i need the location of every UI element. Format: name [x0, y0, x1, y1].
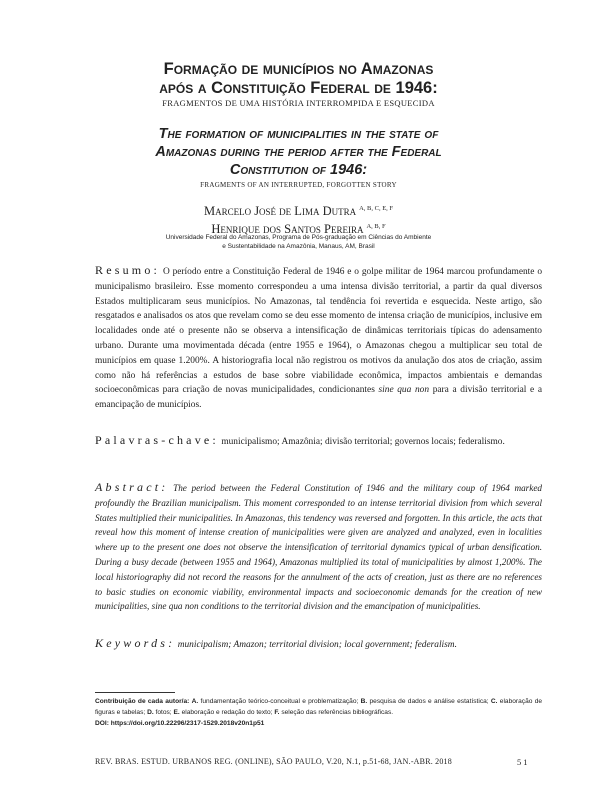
- contribution-key: D.: [147, 708, 154, 716]
- article-title-english: [60, 125, 537, 179]
- author-1: [60, 201, 537, 219]
- abstract-section: [95, 480, 542, 614]
- contribution-line: [95, 697, 542, 719]
- contribution-text: seleção das referências bibliográficas.: [281, 708, 394, 716]
- contribution-key: E.: [173, 708, 180, 716]
- contribution-text: elaboração e redação do texto;: [181, 708, 273, 716]
- resumo-emphasis: sine qua non: [378, 385, 430, 396]
- author-list: [60, 201, 537, 237]
- contribution-key: F.: [274, 708, 280, 716]
- title-pt-line-2: após a Constituição Federal de 1946:: [159, 79, 438, 97]
- contribution-text: pesquisa de dados e análise estatística;: [369, 698, 489, 705]
- page-number: 51: [517, 757, 530, 767]
- journal-citation-footer: REV. BRAS. ESTUD. URBANOS REG. (ONLINE), SÃO PAULO, V.20, N.1, p.51-68, JAN.-ABR. 2018: [95, 757, 452, 766]
- contribution-text: fotos;: [155, 708, 172, 716]
- author-contribution-note: [95, 697, 542, 729]
- author-name: Marcelo José de Lima Dutra: [203, 204, 357, 218]
- contribution-text: fundamentação teórico-conceitual e problematização;: [200, 698, 359, 705]
- contribution-key: B.: [360, 698, 368, 705]
- resumo-section: [95, 263, 542, 413]
- author-roles: A, B, F: [366, 223, 386, 230]
- title-en-line-3: Constitution of 1946:: [229, 162, 368, 178]
- article-subtitle-english: FRAGMENTS OF AN INTERRUPTED, FORGOTTEN STORY: [200, 181, 397, 189]
- article-subtitle-portuguese: FRAGMENTOS DE UMA HISTÓRIA INTERROMPIDA E ESQUECIDA: [162, 98, 435, 108]
- palavras-chave-label: Palavras-chave:: [95, 433, 219, 447]
- footnote-divider: [95, 692, 175, 693]
- author-roles: A, B, C, E, F: [359, 205, 394, 212]
- title-en-line-2: Amazonas during the period after the Federal: [155, 144, 442, 160]
- resumo-label: Resumo:: [95, 263, 161, 277]
- abstract-label: Abstract:: [95, 480, 169, 494]
- author-affiliation: [60, 233, 537, 251]
- contribution-text: elaboração de figuras e tabelas;: [95, 698, 543, 716]
- keywords-label: Keywords:: [95, 636, 176, 650]
- article-title-portuguese: [60, 60, 537, 98]
- palavras-chave-section: [95, 433, 542, 450]
- contribution-label: Contribuição de cada autor/a:: [95, 698, 190, 705]
- title-pt-line-1: Formação de municípios no Amazonas: [163, 60, 434, 78]
- palavras-chave-text: municipalismo; Amazônia; divisão territorial; governos locais; federalismo.: [221, 437, 505, 447]
- resumo-text: O período entre a Constituição Federal de 1946 e o golpe militar de 1964 marcou profundamente o municipalismo brasileiro. Esse momento correspondeu a uma intensa divisão territorial, a partir da qual diversos Estados multiplicaram seus municípios. No Amazonas, tal tendência foi revertida e esquecida. Neste artigo, são resgatados e analisados os atos que revelam como se deu esse momento de intensa criação de municípios, inclusive em localidades onde até o presente não se observa a intensificação de dinâmicas territoriais típicas do adensamento urbano. Durante uma movimentada década (entre 1955 e 1964), o Amazonas chegou a multiplicar seu total de municípios em quase 1.200%. A historiografia local não registrou os motivos da anulação dos atos de criação, assim como não há referências a estudos de base sobre viabilidade econômica, impactos ambientais e demandas socioeconômicas para criação de novas municipalidades, condicionantes: [95, 267, 543, 396]
- abstract-text: The period between the Federal Constitution of 1946 and the military coup of 1964 marked profoundly the Brazilian municipalism. This moment corresponded to an intense territorial division from which several States multiplied their municipalities. In Amazonas, this tendency was reversed and forgotten. In this article, the acts that reveal how this moment of intense creation of municipalities were given are analyzed and analyzed, even in localities where up to the present one does not observe the intensification of territorial dynamics typical of urban densification. During a busy decade (between 1955 and 1964), Amazonas multiplied its total of municipalities by almost 1,200%. The local historiography did not record the reasons for the annulment of the acts of creation, just as there are no references to basic studies on economic viability, environmental impacts and socioeconomic demands for the creation of new municipalities, sine qua non conditions to the territorial division and the emancipation of municipalities.: [95, 483, 542, 612]
- doi-link[interactable]: DOI: https://doi.org/10.22296/2317-1529.2018v20n1p51: [95, 719, 265, 727]
- keywords-section: [95, 636, 542, 653]
- keywords-text: municipalism; Amazon; territorial division; local government; federalism.: [177, 640, 457, 650]
- contribution-key: C.: [490, 698, 498, 705]
- affiliation-line-2: e Sustentabilidade na Amazônia, Manaus, AM, Brasil: [222, 243, 375, 250]
- resumo-text-end: para a divisão territorial e a emancipação de municípios.: [95, 385, 543, 411]
- author-name: Henrique dos Santos Pereira: [211, 222, 364, 236]
- contribution-key: A.: [191, 698, 199, 705]
- title-en-line-1: The formation of municipalities in the state of: [158, 126, 439, 142]
- affiliation-line-1: Universidade Federal do Amazonas, Programa de Pós-graduação em Ciências do Ambiente: [165, 234, 432, 241]
